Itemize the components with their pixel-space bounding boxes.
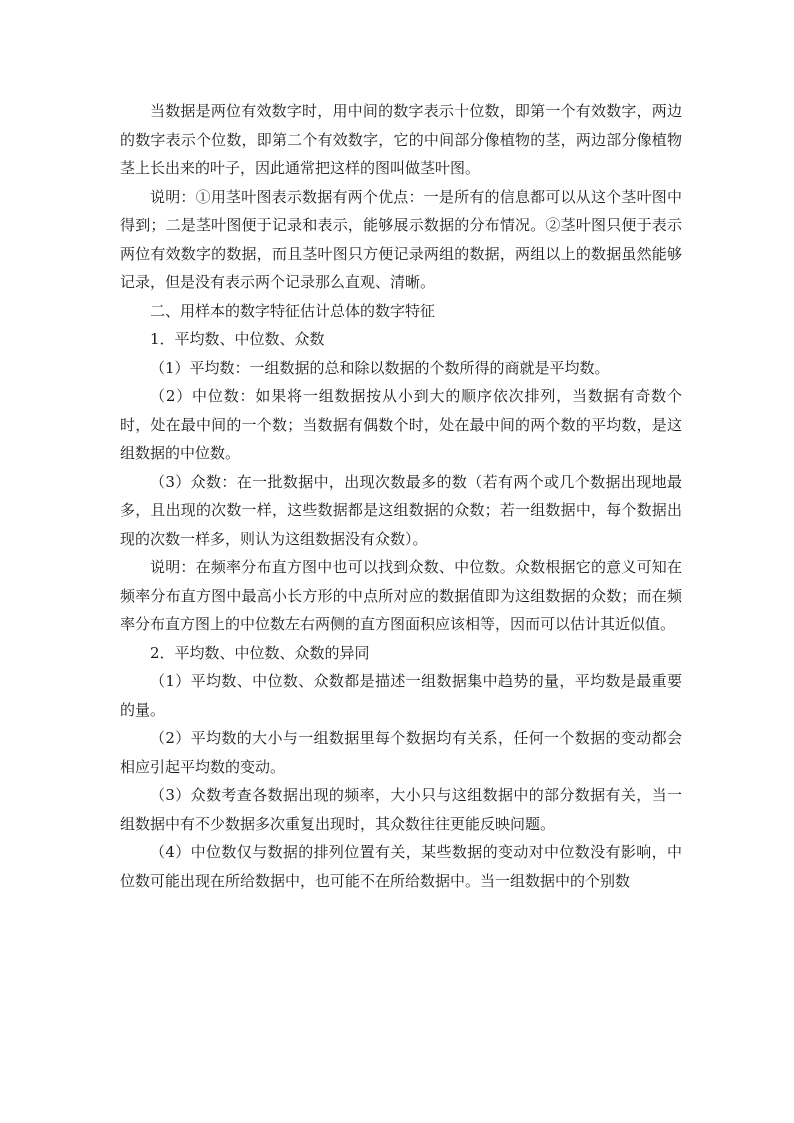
paragraph-histogram-note: 说明：在频率分布直方图中也可以找到众数、中位数。众数根据它的意义可知在频率分布直方图中最高小长方形的中点所对应的数据值即为这组数据的众数；而在频率分布直方图上的中位数左右两侧的直方图面积应该相等，因而可以估计其近似值。 [120, 558, 682, 633]
subheading-similarities-differences: 2．平均数、中位数、众数的异同 [150, 643, 370, 662]
subheading-mean-median-mode: 1．平均数、中位数、众数 [150, 330, 325, 348]
paragraph-comparison-4: （4）中位数仅与数据的排列位置有关，某些数据的变动对中位数没有影响，中位数可能出现在所给数据中，也可能不在所给数据中。当一组数据中的个别数 [120, 843, 682, 890]
paragraph-stem-leaf-note: 说明：①用茎叶图表示数据有两个优点：一是所有的信息都可以从这个茎叶图中得到；二是茎叶图便于记录和表示，能够展示数据的分布情况。②茎叶图只便于表示两位有效数字的数据，而且茎叶图只方便记录两组的数据，两组以上的数据虽然能够记录，但是没有表示两个记录那么直观、清晰。 [120, 187, 682, 291]
paragraph-median: （2）中位数：如果将一组数据按从小到大的顺序依次排列，当数据有奇数个时，处在最中间的一个数；当数据有偶数个时，处在最中间的两个数的平均数，是这组数据的中位数。 [120, 387, 682, 462]
paragraph-comparison-2: （2）平均数的大小与一组数据里每个数据均有关系，任何一个数据的变动都会相应引起平均数的变动。 [120, 729, 682, 776]
paragraph-comparison-1: （1）平均数、中位数、众数都是描述一组数据集中趋势的量，平均数是最重要的量。 [120, 672, 682, 719]
paragraph-mean: （1）平均数：一组数据的总和除以数据的个数所得的商就是平均数。 [150, 358, 610, 377]
section-heading-numeric-features: 二、用样本的数字特征估计总体的数字特征 [150, 301, 436, 320]
paragraph-mode: （3）众数：在一批数据中，出现次数最多的数（若有两个或几个数据出现地最多，且出现的次数一样，这些数据都是这组数据的众数；若一组数据中，每个数据出现的次数一样多，则认为这组数据没有众数）。 [120, 472, 682, 548]
paragraph-comparison-3: （3）众数考查各数据出现的频率，大小只与这组数据中的部分数据有关，当一组数据中有不少数据多次重复出现时，其众数往往更能反映问题。 [120, 786, 682, 833]
paragraph-stem-leaf-definition: 当数据是两位有效数字时，用中间的数字表示十位数，即第一个有效数字，两边的数字表示个位数，即第二个有效数字，它的中间部分像植物的茎，两边部分像植物茎上长出来的叶子，因此通常把这样的图叫做茎叶图。 [120, 102, 682, 177]
document-body [120, 97, 682, 895]
